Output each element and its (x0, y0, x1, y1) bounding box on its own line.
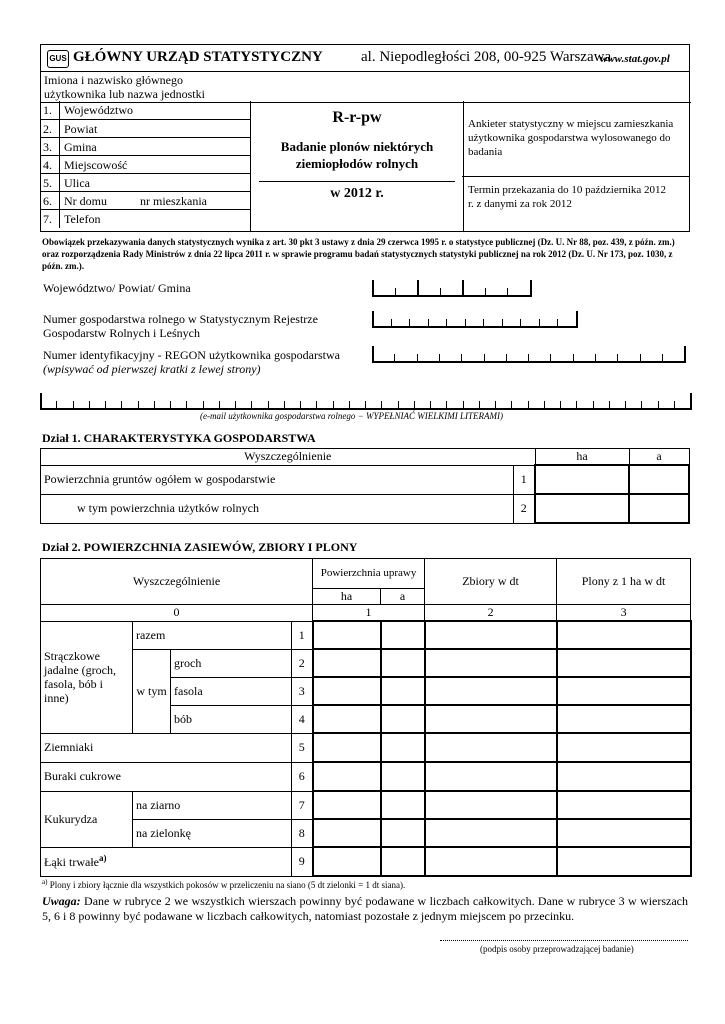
comb-tick (56, 401, 57, 410)
identity-rows (40, 101, 250, 228)
s1-row2-num: 2 (513, 494, 535, 523)
s2-r2-perha[interactable] (557, 649, 691, 677)
email-note: (e-mail użytkownika gospodarstwa rolnego − WYPEŁNIAĆ WIELKIMI LITERAMI) (200, 411, 503, 421)
comb-tick (300, 401, 301, 410)
identity-row-sep (59, 156, 60, 173)
s2-r4-perha[interactable] (557, 705, 691, 733)
s2-r6-ha[interactable] (313, 762, 381, 791)
farm-number-boxes[interactable] (372, 311, 576, 328)
comb-tick (446, 401, 447, 410)
form-year: w 2012 r. (330, 186, 384, 201)
s2-r5-ha[interactable] (313, 733, 381, 762)
footnote (42, 878, 405, 890)
s2-rownum-2: 2 (292, 649, 313, 677)
identity-row-sep (59, 192, 60, 209)
regon-note: (wpisywać od pierwszej kratki z lewej strony) (43, 362, 261, 376)
comb-tick (170, 401, 171, 410)
comb-tick (640, 354, 641, 363)
comb-tick (511, 401, 512, 410)
identity-row-num: 2. (43, 122, 52, 136)
comb-tick (394, 354, 395, 363)
regon-label: Numer identyfikacyjny - REGON użytkownika gospodarstwa (43, 348, 340, 362)
section1-table (40, 448, 690, 524)
comb-tick (89, 401, 90, 410)
form-title-box (250, 101, 464, 232)
comb-tick (203, 401, 204, 410)
comb-tick (507, 288, 508, 297)
comb-tick (417, 354, 418, 363)
identity-row-sep (59, 210, 60, 228)
comb-tick (609, 401, 610, 410)
s2-r3-ha[interactable] (313, 677, 381, 705)
footnote-text: Plony i zbiory łącznie dla wszystkich pokosów w przeliczeniu na siano (5 dt zielonki = 1 dt siana). (49, 880, 406, 890)
comb-tick (550, 354, 551, 363)
s2-legumes-total: razem (133, 621, 292, 649)
s2-r8-perha[interactable] (557, 819, 691, 847)
comb-tick (641, 401, 642, 410)
comb-tick (463, 401, 464, 410)
comb-tick (662, 354, 663, 363)
note-label: Uwaga: (42, 894, 81, 908)
s2-r5-perha[interactable] (557, 733, 691, 762)
identity-row[interactable] (40, 101, 250, 120)
s2-r6-a[interactable] (381, 762, 425, 791)
right-divider (462, 176, 690, 177)
section1-title: Dział 1. CHARAKTERYSTYKA GOSPODARSTWA (42, 431, 316, 445)
s2-maize-grain: na ziarno (133, 791, 292, 819)
s2-r1-a[interactable] (381, 621, 425, 649)
comb-tick (593, 401, 594, 410)
form-code: R-r-pw (332, 109, 382, 126)
comb-tick (381, 401, 382, 410)
s2-col-area: Powierzchnia uprawy (313, 559, 425, 589)
comb-tick (560, 401, 561, 410)
comb-tick (440, 288, 441, 297)
s1-row1-ha-input[interactable] (535, 465, 629, 494)
comb-tick (674, 401, 675, 410)
identity-row-sep (59, 174, 60, 191)
s2-col-ha: ha (313, 589, 381, 605)
s2-r7-ha[interactable] (313, 791, 381, 819)
comb-tick (349, 401, 350, 410)
identity-row[interactable] (40, 138, 250, 156)
comb-tick (316, 401, 317, 410)
s2-r1-ha[interactable] (313, 621, 381, 649)
identity-row-label: Telefon (64, 212, 101, 226)
s2-rownum-7: 7 (292, 791, 313, 819)
comb-tick (690, 393, 692, 410)
comb-tick (430, 401, 431, 410)
comb-tick (186, 401, 187, 410)
name-label: Imiona i nazwisko głównego użytkownika lub nazwa jednostki (44, 73, 205, 101)
comb-tick (483, 319, 484, 328)
deadline-note: Termin przekazania do 10 października 2012 r. z danymi za rok 2012 (468, 184, 667, 210)
comb-tick (502, 319, 503, 328)
s2-rownum-9: 9 (292, 847, 313, 876)
s2-r7-perha[interactable] (557, 791, 691, 819)
s2-r8-yield[interactable] (425, 819, 557, 847)
s2-r9-yield[interactable] (425, 847, 557, 876)
identity-row[interactable] (40, 174, 250, 192)
s2-r8-a[interactable] (381, 819, 425, 847)
comb-tick (409, 319, 410, 328)
identity-row[interactable] (40, 156, 250, 174)
s2-potatoes: Ziemniaki (41, 733, 292, 762)
s2-rownum-8: 8 (292, 819, 313, 847)
comb-tick (479, 401, 480, 410)
comb-tick (391, 319, 392, 328)
s2-r4-yield[interactable] (425, 705, 557, 733)
s1-row2-ha-input[interactable] (535, 494, 629, 523)
s2-r7-a[interactable] (381, 791, 425, 819)
identity-row-sep (59, 120, 60, 137)
gus-logo: GUS (47, 50, 69, 68)
s2-r9-ha[interactable] (313, 847, 381, 876)
comb-tick (105, 401, 106, 410)
s2-rownum-1: 1 (292, 621, 313, 649)
s2-peas: groch (171, 649, 292, 677)
header-bar (40, 44, 690, 72)
comb-tick (333, 401, 334, 410)
comb-tick (658, 401, 659, 410)
comb-tick (417, 280, 419, 297)
comb-tick (625, 401, 626, 410)
s2-r3-yield[interactable] (425, 677, 557, 705)
s2-r7-yield[interactable] (425, 791, 557, 819)
footnote-mark: a) (42, 878, 48, 886)
s2-r3-a[interactable] (381, 677, 425, 705)
comb-tick (154, 401, 155, 410)
comb-tick (365, 401, 366, 410)
comb-tick (495, 401, 496, 410)
comb-tick (219, 401, 220, 410)
s2-r4-a[interactable] (381, 705, 425, 733)
comb-tick (398, 401, 399, 410)
s2-r2-ha[interactable] (313, 649, 381, 677)
section2-title: Dział 2. POWIERZCHNIA ZASIEWÓW, ZBIORY I PLONY (42, 540, 358, 554)
office-name: GŁÓWNY URZĄD STATYSTYCZNY (73, 49, 323, 65)
comb-tick (484, 354, 485, 363)
title-divider (259, 181, 455, 182)
s2-colnum-2: 2 (425, 605, 557, 622)
s2-r3-perha[interactable] (557, 677, 691, 705)
farm-label-1: Numer gospodarstwa rolnego w Statystycznym Rejestrze (43, 312, 318, 326)
s2-colnum-1: 1 (313, 605, 425, 622)
s1-row2-a-input[interactable] (629, 494, 689, 523)
comb-tick (576, 401, 577, 410)
comb-tick (684, 346, 686, 363)
form-title: Badanie plonów niektórych ziemiopłodów rolnych (280, 139, 434, 171)
s2-rownum-5: 5 (292, 733, 313, 762)
identity-row-label: Ulica (64, 176, 90, 190)
comb-tick (462, 280, 464, 297)
identity-row-label: Powiat (64, 122, 98, 136)
note (42, 894, 688, 924)
comb-tick (439, 354, 440, 363)
comb-tick (617, 354, 618, 363)
s1-row1-num: 1 (513, 465, 535, 494)
s2-maize: Kukurydza (41, 791, 133, 847)
comb-tick (528, 354, 529, 363)
comb-tick (372, 346, 374, 363)
s1-row1-a-input[interactable] (629, 465, 689, 494)
signature-label: (podpis osoby przeprowadzającej badanie) (480, 944, 634, 954)
email-boxes[interactable] (40, 393, 690, 410)
identity-row-label: Miejscowość (64, 158, 128, 172)
s2-meadows: Łąki trwałe (44, 855, 99, 869)
comb-tick (428, 319, 429, 328)
comb-baseline (372, 295, 530, 297)
comb-tick (506, 354, 507, 363)
s2-col-per-ha: Plony z 1 ha w dt (557, 559, 691, 605)
comb-tick (576, 311, 578, 328)
interviewer-note: Ankieter statystyczny w miejscu zamieszkania użytkownika gospodarstwa wylosowanego do badania (468, 118, 674, 158)
comb-tick (414, 401, 415, 410)
comb-tick (520, 319, 521, 328)
identity-row-label2: nr mieszkania (140, 194, 207, 208)
note-text: Dane w rubryce 2 we wszystkich wierszach powinny być podawane w liczbach całkowitych. Dane w rubryce 3 w wierszach 5, 6 i 8 powinny być podawane w liczbach całkowitych, natomiast pozostałe z jednym miejscem po przecinku. (42, 894, 688, 923)
s2-rownum-4: 4 (292, 705, 313, 733)
s2-r1-yield[interactable] (425, 621, 557, 649)
s2-r5-yield[interactable] (425, 733, 557, 762)
identity-row-num: 4. (43, 158, 52, 172)
identity-row-sep (59, 101, 60, 119)
comb-tick (121, 401, 122, 410)
s2-colnum-0: 0 (41, 605, 313, 622)
farm-label-2: Gospodarstw Rolnych i Leśnych (43, 326, 200, 340)
regon-boxes[interactable] (372, 346, 684, 363)
s2-r5-a[interactable] (381, 733, 425, 762)
comb-tick (465, 319, 466, 328)
comb-tick (446, 319, 447, 328)
s2-col-a: a (381, 589, 425, 605)
identity-row-num: 1. (43, 103, 52, 117)
s1-ha: ha (535, 449, 629, 466)
s2-beans: fasola (171, 677, 292, 705)
comb-tick (138, 401, 139, 410)
comb-tick (372, 280, 374, 297)
s2-colnum-3: 3 (557, 605, 691, 622)
s2-r6-perha[interactable] (557, 762, 691, 791)
comb-tick (528, 401, 529, 410)
s1-header: Wyszczególnienie (41, 449, 536, 466)
comb-tick (284, 401, 285, 410)
comb-tick (573, 354, 574, 363)
identity-row-num: 3. (43, 140, 52, 154)
s1-a: a (629, 449, 689, 466)
identity-row-sep (59, 138, 60, 155)
comb-tick (235, 401, 236, 410)
s1-row2-label: w tym powierzchnia użytków rolnych (41, 494, 514, 523)
s2-rownum-6: 6 (292, 762, 313, 791)
office-address: al. Niepodległości 208, 00-925 Warszawa (361, 49, 612, 65)
comb-tick (461, 354, 462, 363)
s2-r9-perha[interactable] (557, 847, 691, 876)
s2-maize-green: na zielonkę (133, 819, 292, 847)
comb-tick (557, 319, 558, 328)
identity-row[interactable] (40, 192, 250, 210)
s2-r2-a[interactable] (381, 649, 425, 677)
comb-tick (395, 288, 396, 297)
identity-row-label: Nr domu (64, 194, 107, 208)
s1-row1-label: Powierzchnia gruntów ogółem w gospodarstwie (41, 465, 514, 494)
s2-r4-ha[interactable] (313, 705, 381, 733)
s2-rownum-3: 3 (292, 677, 313, 705)
identity-row-num: 5. (43, 176, 52, 190)
woj-code-boxes[interactable] (372, 280, 530, 297)
s2-legumes: Strączkowe jadalne (groch, fasola, bób i inne) (41, 621, 133, 733)
s2-in-that: w tym (133, 649, 171, 733)
comb-tick (485, 288, 486, 297)
s2-col-desc: Wyszczególnienie (41, 559, 313, 605)
comb-tick (595, 354, 596, 363)
identity-row[interactable] (40, 210, 250, 228)
website-link[interactable]: www.stat.gov.pl (600, 53, 670, 65)
s2-r1-perha[interactable] (557, 621, 691, 649)
s2-r6-yield[interactable] (425, 762, 557, 791)
identity-row-num: 7. (43, 212, 52, 226)
s2-meadows-sup: a) (98, 853, 107, 863)
signature-line[interactable] (440, 940, 688, 941)
s2-r8-ha[interactable] (313, 819, 381, 847)
s2-meadows-cell (41, 847, 292, 876)
s2-r9-a[interactable] (381, 847, 425, 876)
woj-label: Województwo/ Powiat/ Gmina (43, 281, 191, 295)
comb-tick (539, 319, 540, 328)
comb-tick (268, 401, 269, 410)
comb-tick (530, 280, 532, 297)
comb-tick (73, 401, 74, 410)
identity-row-num: 6. (43, 194, 52, 208)
s2-col-yield: Zbiory w dt (425, 559, 557, 605)
identity-row-label: Województwo (64, 103, 134, 117)
comb-baseline (372, 326, 576, 328)
comb-tick (544, 401, 545, 410)
s2-r2-yield[interactable] (425, 649, 557, 677)
section2-table (40, 558, 692, 877)
identity-row-label: Gmina (64, 140, 97, 154)
comb-tick (372, 311, 374, 328)
identity-row[interactable] (40, 120, 250, 138)
legal-note: Obowiązek przekazywania danych statystycznych wynika z art. 30 pkt 3 ustawy z dnia 29 czerwca 1995 r. o statystyce publicznej (Dz. U. Nr 88, poz. 439, z późn. zm.) oraz rozporządzenia Rady Ministrów z dnia 22 lipca 2011 r. w sprawie programu badań statystycznych statystyki publicznej na rok 2012 (Dz. U. Nr 173, poz. 1030, z późn. zm.). (42, 237, 675, 271)
s2-sugar-beet: Buraki cukrowe (41, 762, 292, 791)
comb-tick (40, 393, 42, 410)
comb-tick (251, 401, 252, 410)
s2-broad-beans: bób (171, 705, 292, 733)
